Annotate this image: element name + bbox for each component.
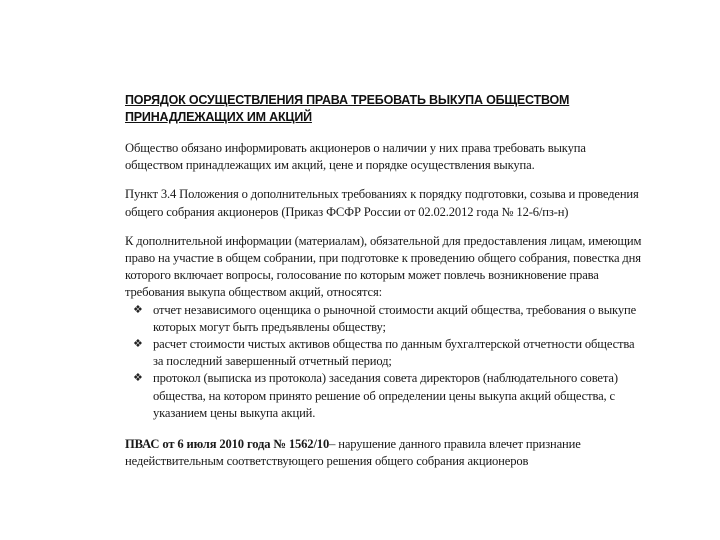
page-title: ПОРЯДОК ОСУЩЕСТВЛЕНИЯ ПРАВА ТРЕБОВАТЬ ВЫКУПА ОБЩЕСТВОМ ПРИНАДЛЕЖАЩИХ ИМ АКЦИЙ: [125, 93, 570, 124]
list-item-text: отчет независимого оценщика о рыночной стоимости акций общества, требования о выкупе которых могут быть предъявлены обществу;: [153, 302, 637, 334]
court-ruling-reference: ПВАС от 6 июля 2010 года № 1562/10: [125, 437, 330, 452]
paragraph-additional-info: К дополнительной информации (материалам), обязательной для предоставления лицам, имеющим право на участие в общем собрании, при подготовке к проведению общего собрания, повестка дня которого включает вопросы, голосование по которым может повлечь возникновение права требования выкупа обществом акций, относятся:: [125, 233, 642, 300]
list-item-text: протокол (выписка из протокола) заседания совета директоров (наблюдательного совета) общества, на котором принято решение об определении цены выкупа акций общества, с указанием цены выкупа акций.: [153, 371, 618, 420]
paragraph-obligation: Общество обязано информировать акционеров о наличии у них права требовать выкупа обществом принадлежащих им акций, цене и порядке осуществления выкупа.: [125, 141, 586, 173]
slide-content: [125, 92, 645, 483]
list-item: [127, 370, 645, 422]
materials-list: [125, 302, 645, 422]
list-item-text: расчет стоимости чистых активов общества по данным бухгалтерской отчетности общества за последний завершенный отчетный период;: [153, 337, 635, 369]
diamond-bullet-icon: ❖: [133, 338, 143, 351]
diamond-bullet-icon: ❖: [133, 372, 143, 385]
list-item: [127, 336, 645, 370]
diamond-bullet-icon: ❖: [133, 303, 143, 316]
paragraph-court-ruling: [125, 436, 645, 470]
court-ruling-text: – нарушение данного правила влечет признание недействительным соответствующего решения общего собрания акционеров: [125, 437, 581, 469]
list-item: [127, 302, 645, 336]
paragraph-regulation-reference: Пункт 3.4 Положения о дополнительных требованиях к порядку подготовки, созыва и проведения общего собрания акционеров (Приказ ФСФР России от 02.02.2012 года № 12-6/пз-н): [125, 187, 639, 219]
